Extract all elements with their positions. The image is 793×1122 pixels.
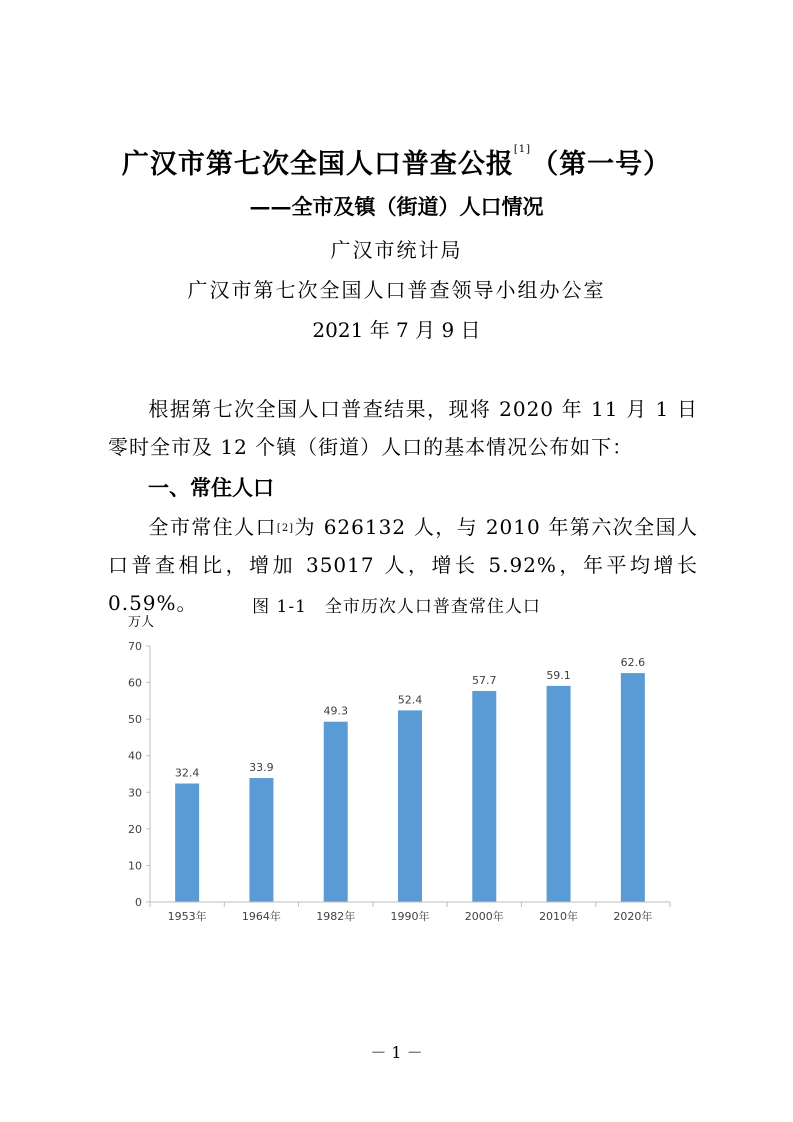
x-tick-label: 1990年 [390, 910, 430, 923]
bar-data-label: 49.3 [323, 704, 348, 718]
bar-data-label: 59.1 [546, 668, 571, 682]
intro-text: 根据第七次全国人口普查结果，现将 2020 年 11 月 1 日零时全市及 12 个镇（街道）人口的基本情况公布如下： [108, 397, 698, 459]
bar[interactable] [175, 784, 199, 902]
figure-caption: 图 1-1 全市历次人口普查常住人口 [252, 597, 541, 617]
x-axis [150, 902, 670, 923]
publication-date: 2021 年 7 月 9 日 [312, 318, 481, 342]
bar[interactable] [472, 691, 496, 902]
x-tick-label: 2000年 [464, 910, 504, 923]
y-tick-label: 10 [128, 859, 142, 873]
bar[interactable] [249, 778, 273, 902]
title-footnote-marker[interactable]: [1] [513, 144, 532, 155]
bar[interactable] [324, 722, 348, 902]
x-tick-label: 2010年 [539, 910, 579, 923]
x-tick-label: 1964年 [241, 910, 281, 923]
y-tick-label: 70 [128, 640, 142, 653]
bar[interactable] [621, 673, 645, 902]
issuer-census-office: 广汉市第七次全国人口普查领导小组办公室 [187, 278, 606, 302]
y-tick-label: 50 [128, 713, 142, 727]
paragraph-text-start: 全市常住人口 [148, 515, 277, 539]
y-tick-label: 40 [128, 749, 142, 763]
population-bar-chart [108, 612, 688, 932]
x-tick-label: 1953年 [167, 910, 207, 923]
y-axis [128, 615, 154, 909]
section-heading-resident-population: 一、常住人口 [148, 475, 274, 500]
page-subtitle: ——全市及镇（街道）人口情况 [249, 194, 544, 219]
intro-paragraph [108, 390, 698, 466]
bar[interactable] [398, 710, 422, 902]
x-tick-label: 1982年 [316, 910, 356, 923]
issuer-statistics-bureau: 广汉市统计局 [330, 238, 463, 262]
y-tick-label: 60 [128, 676, 142, 690]
paragraph-text-end: 为 626132 人，与 2010 年第六次全国人口普查相比，增加 35017 人，增长 5.92%，年平均增长 0.59%。 [108, 515, 699, 615]
page-title [0, 142, 793, 181]
bar-data-label: 52.4 [397, 693, 423, 707]
bar-data-label: 57.7 [472, 673, 497, 687]
y-tick-label: 30 [128, 786, 142, 800]
bar-data-label: 62.6 [620, 656, 646, 670]
title-suffix: （第一号） [531, 149, 672, 180]
y-unit-label: 万人 [128, 615, 155, 630]
page-number: － 1 － [370, 1043, 423, 1062]
bar-data-label: 33.9 [249, 761, 274, 775]
y-tick-label: 20 [128, 822, 142, 836]
bar-series [175, 656, 645, 902]
bar[interactable] [547, 686, 571, 902]
x-tick-label: 2020年 [613, 910, 653, 923]
y-tick-label: 0 [135, 896, 142, 909]
paragraph-footnote-marker[interactable]: [2] [276, 523, 295, 534]
title-text: 广汉市第七次全国人口普查公报 [121, 149, 514, 180]
bar-data-label: 32.4 [174, 766, 200, 780]
